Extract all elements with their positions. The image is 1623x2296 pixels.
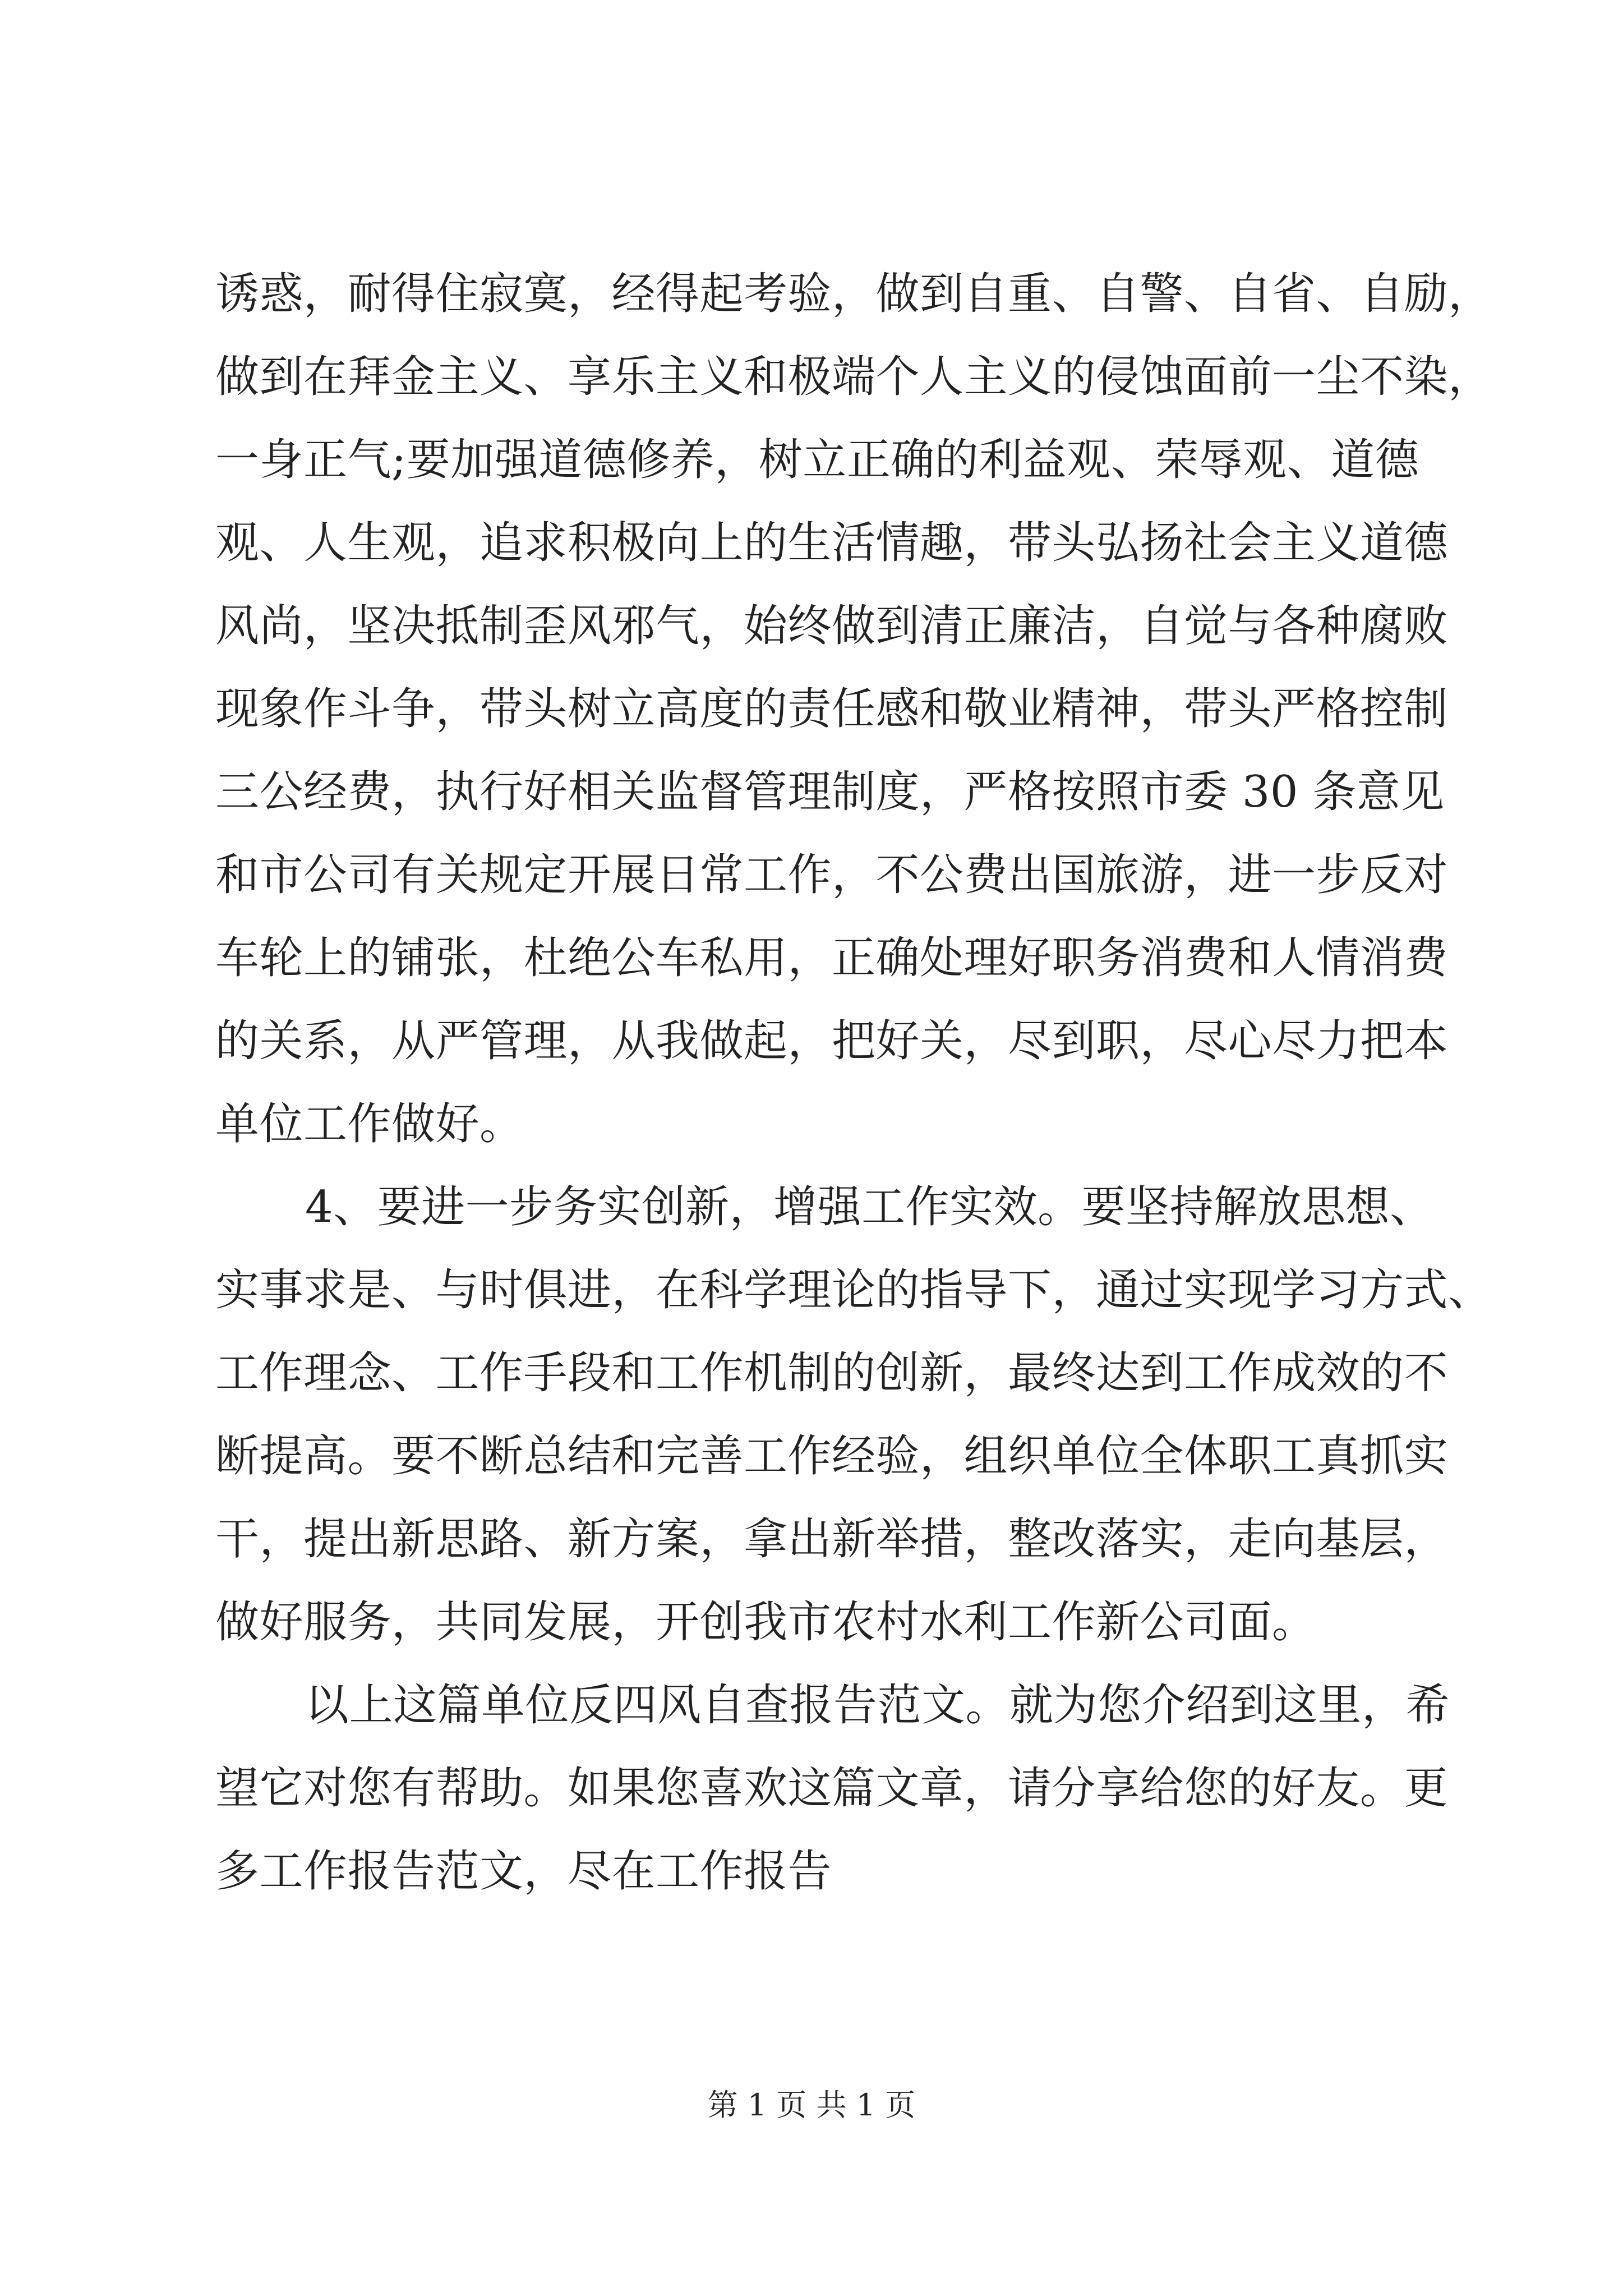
text-line: 单位工作做好。 (215, 1099, 524, 1149)
text-line: 做到在拜金主义、享乐主义和极端个人主义的侵蚀面前一尘不染， (215, 352, 1492, 402)
text-line: 一身正气;要加强道德修养，树立正确的利益观、荣辱观、道德 (215, 435, 1419, 485)
text-line: 三公经费，执行好相关监督管理制度，严格按照市委 30 条意见 (215, 767, 1445, 817)
text-line: 多工作报告范文，尽在工作报告 (215, 1846, 832, 1897)
text-line: 风尚，坚决抵制歪风邪气，始终做到清正廉洁，自觉与各种腐败 (215, 601, 1449, 651)
paragraph-start-line: 4、要进一步务实创新，增强工作实效。要坚持解放思想、 (305, 1182, 1434, 1232)
text-line: 现象作斗争，带头树立高度的责任感和敬业精神，带头严格控制 (215, 684, 1449, 734)
text-line: 和市公司有关规定开展日常工作，不公费出国旅游，进一步反对 (215, 850, 1449, 900)
paragraph-start-line: 以上这篇单位反四风自查报告范文。就为您介绍到这里，希 (305, 1680, 1450, 1731)
text-line: 工作理念、工作手段和工作机制的创新，最终达到工作成效的不 (215, 1348, 1449, 1398)
document-body (215, 252, 1492, 1913)
text-line: 干，提出新思路、新方案，拿出新举措，整改落实，走向基层， (215, 1514, 1449, 1565)
text-line: 车轮上的铺张，杜绝公车私用，正确处理好职务消费和人情消费 (215, 933, 1449, 983)
text-line: 做好服务，共同发展，开创我市农村水利工作新公司面。 (215, 1597, 1316, 1648)
text-line: 实事求是、与时俱进，在科学理论的指导下，通过实现学习方式、 (215, 1265, 1492, 1315)
text-line: 的关系，从严管理，从我做起，把好关，尽到职，尽心尽力把本 (215, 1016, 1449, 1066)
text-line: 断提高。要不断总结和完善工作经验，组织单位全体职工真抓实 (215, 1431, 1449, 1481)
page-footer: 第 1 页 共 1 页 (707, 2087, 916, 2123)
text-line: 望它对您有帮助。如果您喜欢这篇文章，请分享给您的好友。更 (215, 1763, 1449, 1814)
text-line: 观、人生观，追求积极向上的生活情趣，带头弘扬社会主义道德 (215, 518, 1449, 568)
text-line: 诱惑，耐得住寂寞，经得起考验，做到自重、自警、自省、自励， (215, 269, 1492, 319)
